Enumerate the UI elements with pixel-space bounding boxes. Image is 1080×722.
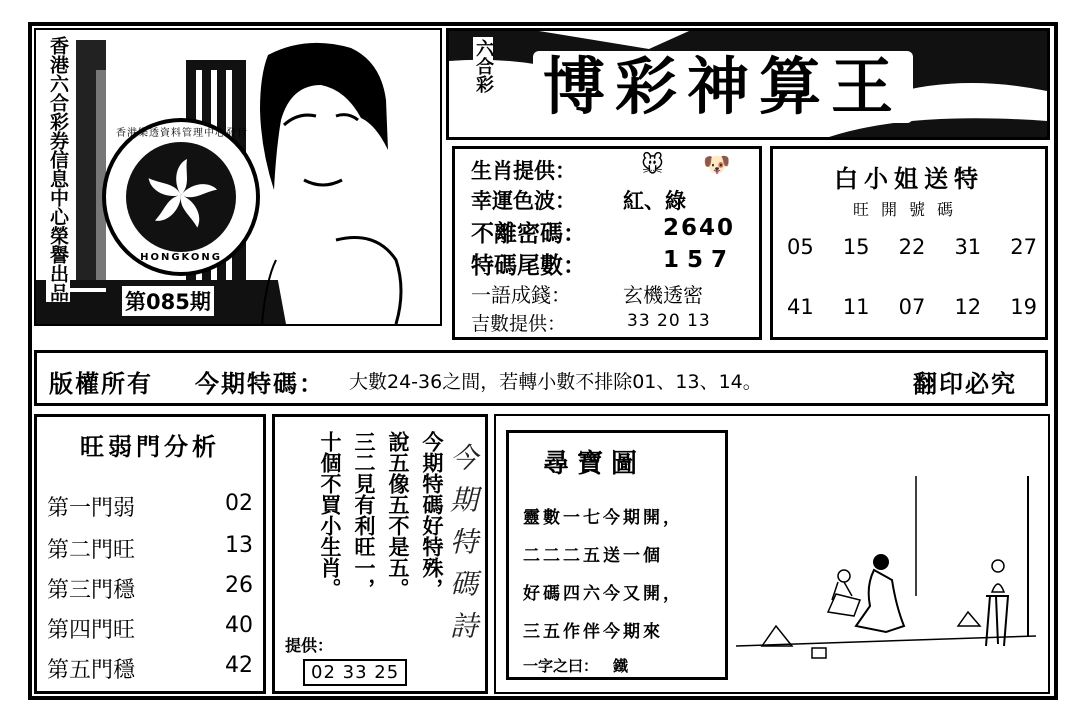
poem-col-2: 說五像五不是五。 (386, 431, 411, 599)
lucky-label: 吉數提供： (471, 313, 567, 335)
main-title: 博彩神算王 (533, 51, 913, 123)
treasure-title: 尋寶圖 (543, 449, 646, 479)
poem-provide-label: 提供： (285, 636, 334, 655)
hot-number: 05 (787, 235, 814, 259)
gate-value: 02 (225, 491, 253, 516)
hot-row-1 (787, 235, 1037, 259)
gate-label: 第四門旺 (47, 618, 136, 643)
gate-row (47, 573, 253, 604)
dog-zodiac-icon: 🐶 (703, 153, 731, 178)
rat-zodiac-icon: 🐭 (641, 153, 664, 178)
tail-label: 特碼尾數： (471, 253, 586, 279)
gate-value: 13 (225, 533, 253, 558)
banner-left: 版權所有 (49, 370, 153, 398)
gate-label: 第三門穩 (47, 578, 136, 603)
gate-value: 26 (225, 573, 253, 598)
poem-col-1: 今期特碼好特殊， (420, 431, 445, 599)
hot-number: 12 (954, 295, 982, 319)
poem-panel (272, 414, 488, 694)
banner (34, 350, 1048, 406)
hot-number: 11 (842, 295, 870, 319)
treasure-line: 三五作伴今期來 (523, 622, 663, 642)
hot-row-2 (787, 295, 1037, 319)
hot-number: 31 (954, 235, 982, 259)
title-panel (446, 28, 1050, 140)
phrase-value: 玄機透密 (623, 283, 703, 307)
poem-col-3: 三二見有利旺一， (352, 431, 377, 599)
gate-analysis-panel (34, 414, 266, 694)
hot-subtitle: 旺開號碼 (852, 200, 965, 219)
zodiac-label: 生肖提供： (471, 159, 576, 183)
gate-value: 40 (225, 613, 253, 638)
hot-number: 07 (898, 295, 926, 319)
gate-row (47, 653, 253, 684)
banner-text: 大數24-36之間，若轉小數不排除01、13、14。 (349, 371, 762, 393)
hot-number: 27 (1010, 235, 1037, 259)
hot-number: 22 (898, 235, 926, 259)
treasure-line: 好碼四六今又開， (523, 584, 683, 604)
info-panel (452, 146, 762, 340)
nodiff-value: 2640 (663, 215, 736, 241)
poem-side-title: 今期特碼詩 (446, 443, 479, 653)
gate-value: 42 (225, 653, 253, 678)
hot-number: 19 (1010, 295, 1037, 319)
treasure-line: 靈數一七今期開， (523, 508, 683, 528)
emblem-label: HONGKONG (140, 252, 222, 263)
banner-right: 翻印必究 (913, 370, 1017, 398)
treasure-text-box (506, 430, 728, 680)
gate-title: 旺弱門分析 (80, 432, 220, 461)
hot-number: 15 (842, 235, 870, 259)
nodiff-label: 不離密碼： (471, 221, 586, 247)
treasure-line: 二二二五送一個 (523, 546, 663, 566)
left-vertical-text: 香港六合彩券信息中心榮譽出品 (47, 36, 69, 302)
poem-provide-value: 02 33 25 (303, 659, 407, 686)
small-title: 六合彩 (473, 39, 494, 93)
hot-number: 41 (787, 295, 814, 319)
treasure-word-label: 一字之曰： (523, 657, 599, 675)
hongkong-emblem (102, 118, 260, 276)
treasure-illustration (736, 476, 1036, 686)
poem-col-4: 十個不買小生肖。 (318, 431, 343, 599)
treasure-panel (494, 414, 1050, 694)
gate-label: 第一門弱 (47, 496, 136, 521)
color-value: 紅、綠 (623, 189, 686, 213)
issue-number: 第085期 (122, 286, 214, 316)
gate-row (47, 533, 253, 564)
tail-value: 157 (663, 247, 736, 273)
photo-panel (34, 28, 442, 326)
gate-row (47, 491, 253, 522)
gate-label: 第五門穩 (47, 658, 136, 683)
banner-label: 今期特碼： (195, 370, 325, 398)
gate-row (47, 613, 253, 644)
hot-title: 白小姐送特 (834, 164, 984, 193)
lucky-value: 33 20 13 (627, 311, 711, 331)
hot-numbers-panel (770, 146, 1048, 340)
treasure-word-value: 鐵 (613, 657, 629, 675)
gate-label: 第二門旺 (47, 538, 136, 563)
phrase-label: 一語成錢： (471, 283, 571, 307)
bauhinia-icon (138, 152, 224, 238)
emblem-ring-text: 香港樂透資料管理中心發行 (116, 128, 248, 139)
color-label: 幸運色波： (471, 189, 576, 213)
